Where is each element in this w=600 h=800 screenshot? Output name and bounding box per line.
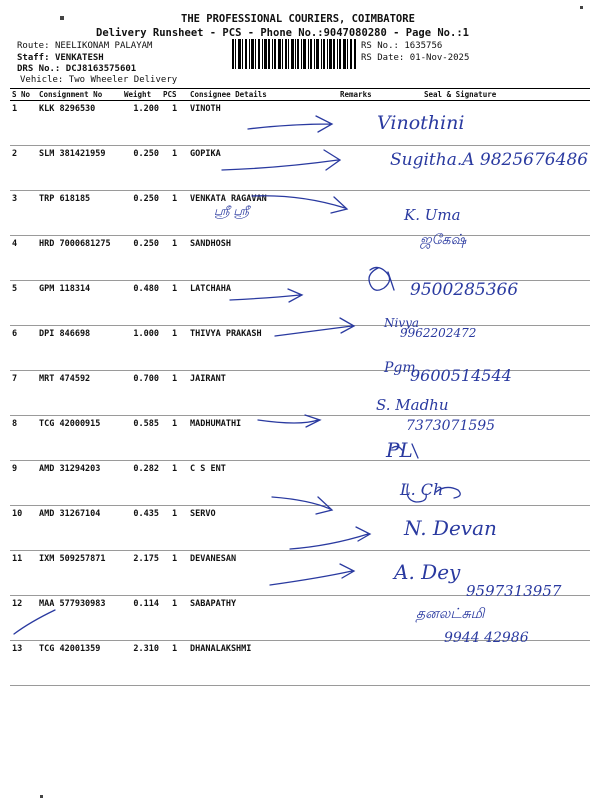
- cell-pcs: 1: [161, 596, 188, 641]
- col-seal-signature: Seal & Signature: [398, 89, 590, 101]
- col-weight: Weight: [122, 89, 161, 101]
- col-consignment: Consignment No: [37, 89, 122, 101]
- scribble-5: [369, 267, 394, 290]
- cell-consignee: SERVO: [188, 506, 338, 551]
- rs-no-label: RS No.:: [361, 41, 399, 51]
- cell-consignment: MAA 577930983: [37, 596, 122, 641]
- company-title: THE PROFESSIONAL COURIERS, COIMBATORE: [181, 13, 415, 25]
- cell-pcs: 1: [161, 101, 188, 146]
- drs-value: DCJ8163575601: [65, 64, 137, 74]
- signature-row-12b: 9597313957: [466, 582, 562, 600]
- signature-row-4b: ஜகேஷ்: [420, 232, 467, 248]
- scan-speck: [580, 6, 583, 9]
- signature-row-8a: S. Madhu: [376, 396, 449, 414]
- col-remarks: Remarks: [338, 89, 398, 101]
- route-value: NEELIKONAM PALAYAM: [54, 41, 153, 51]
- rs-date-value: 01-Nov-2025: [409, 53, 470, 63]
- signature-row-4a: K. Uma: [404, 206, 461, 224]
- cell-weight: 2.175: [122, 551, 161, 596]
- signature-row-7b: 9600514544: [410, 366, 512, 385]
- cell-consignee: MADHUMATHI: [188, 416, 338, 461]
- scan-speck: [60, 16, 64, 20]
- cell-sno: 3: [10, 191, 37, 236]
- cell-consignment: TCG 42000915: [37, 416, 122, 461]
- cell-sno: 13: [10, 641, 37, 686]
- signature-row-10: L. Ch: [400, 480, 444, 499]
- cell-consignment: MRT 474592: [37, 371, 122, 416]
- signature-row-3: ஸ்ரீ ஸ்ரீ: [214, 204, 250, 218]
- cell-consignment: TRP 618185: [37, 191, 122, 236]
- cell-consignment: DPI 846698: [37, 326, 122, 371]
- cell-pcs: 1: [161, 551, 188, 596]
- cell-pcs: 1: [161, 281, 188, 326]
- arrow-6: [275, 318, 354, 336]
- cell-pcs: 1: [161, 191, 188, 236]
- rs-no-value: 1635756: [404, 41, 443, 51]
- cell-weight: 1.200: [122, 101, 161, 146]
- cell-consignment: IXM 509257871: [37, 551, 122, 596]
- runsheet-subtitle: Delivery Runsheet - PCS - Phone No.:9047080280 - Page No.:1: [96, 27, 469, 39]
- cell-pcs: 1: [161, 326, 188, 371]
- cell-weight: 0.480: [122, 281, 161, 326]
- cell-pcs: 1: [161, 371, 188, 416]
- signature-row-5: 9500285366: [410, 280, 519, 300]
- arrow-11b: [290, 527, 370, 549]
- cell-weight: 0.250: [122, 146, 161, 191]
- staff-label: Staff:: [17, 53, 50, 63]
- cell-sno: 10: [10, 506, 37, 551]
- cell-sno: 9: [10, 461, 37, 506]
- col-sno: S No: [10, 89, 37, 101]
- arrow-1: [248, 116, 332, 132]
- cell-weight: 0.435: [122, 506, 161, 551]
- signature-row-11: N. Devan: [404, 516, 497, 540]
- cell-sno: 1: [10, 101, 37, 146]
- cell-pcs: 1: [161, 461, 188, 506]
- scan-speck: [40, 795, 43, 798]
- cell-weight: 1.000: [122, 326, 161, 371]
- cell-pcs: 1: [161, 146, 188, 191]
- cell-weight: 0.250: [122, 236, 161, 281]
- cell-weight: 0.282: [122, 461, 161, 506]
- cell-consignment: KLK 8296530: [37, 101, 122, 146]
- signature-row-8b: 7373071595: [406, 418, 496, 434]
- cell-weight: 2.310: [122, 641, 161, 686]
- cell-consignee: SABAPATHY: [188, 596, 338, 641]
- arrow-8: [258, 415, 320, 427]
- cell-sno: 4: [10, 236, 37, 281]
- signature-row-2: Sugitha.A 9825676486: [390, 150, 589, 170]
- arrow-12: [270, 564, 354, 585]
- cell-weight: 0.114: [122, 596, 161, 641]
- cell-consignee: GOPIKA: [188, 146, 338, 191]
- signature-row-1: Vinothini: [377, 112, 465, 134]
- cell-sno: 2: [10, 146, 37, 191]
- cell-consignee: LATCHAHA: [188, 281, 338, 326]
- col-pcs: PCS: [161, 89, 188, 101]
- cell-consignment: SLM 381421959: [37, 146, 122, 191]
- route-label: Route:: [17, 41, 50, 51]
- signature-row-6b: 9962202472: [400, 326, 477, 340]
- signature-row-9: PL: [386, 438, 413, 462]
- cell-consignment: GPM 118314: [37, 281, 122, 326]
- cell-sno: 7: [10, 371, 37, 416]
- cell-consignee: DEVANESAN: [188, 551, 338, 596]
- cell-weight: 0.700: [122, 371, 161, 416]
- cell-pcs: 1: [161, 506, 188, 551]
- cell-sno: 12: [10, 596, 37, 641]
- cell-consignee: VENKATA RAGAVAN: [188, 191, 338, 236]
- cell-sno: 8: [10, 416, 37, 461]
- cell-sno: 5: [10, 281, 37, 326]
- cell-sno: 6: [10, 326, 37, 371]
- signature-row-13a: தனலட்சுமி: [416, 606, 485, 622]
- cell-consignment: AMD 31294203: [37, 461, 122, 506]
- vehicle-value: Two Wheeler Delivery: [68, 75, 178, 85]
- cell-sno: 11: [10, 551, 37, 596]
- signature-row-13b: 9944 42986: [444, 630, 529, 646]
- cell-pcs: 1: [161, 236, 188, 281]
- cell-consignee: JAIRANT: [188, 371, 338, 416]
- col-consignee: Consignee Details: [188, 89, 338, 101]
- cell-weight: 0.585: [122, 416, 161, 461]
- cell-consignee: THIVYA PRAKASH: [188, 326, 338, 371]
- cell-consignment: AMD 31267104: [37, 506, 122, 551]
- cell-consignee: VINOTH: [188, 101, 338, 146]
- cell-consignment: TCG 42001359: [37, 641, 122, 686]
- arrow-5: [230, 289, 302, 302]
- arrow-3: [252, 196, 347, 213]
- cell-pcs: 1: [161, 641, 188, 686]
- cell-weight: 0.250: [122, 191, 161, 236]
- drs-label: DRS No.:: [17, 64, 61, 74]
- staff-value: VENKATESH: [54, 53, 104, 63]
- strike-13: [14, 610, 55, 634]
- vehicle-label: Vehicle:: [20, 75, 64, 85]
- cell-consignee: DHANALAKSHMI: [188, 641, 338, 686]
- cell-pcs: 1: [161, 416, 188, 461]
- cell-consignment: HRD 7000681275: [37, 236, 122, 281]
- signature-row-6a: Nivya: [384, 316, 420, 330]
- signature-row-12a: A. Dey: [394, 560, 461, 584]
- arrow-2: [222, 150, 340, 170]
- signature-row-7a: Pgm: [384, 360, 416, 376]
- cell-consignee: C S ENT: [188, 461, 338, 506]
- cell-consignee: SANDHOSH: [188, 236, 338, 281]
- rs-date-label: RS Date:: [361, 53, 405, 63]
- arrow-11: [272, 497, 332, 514]
